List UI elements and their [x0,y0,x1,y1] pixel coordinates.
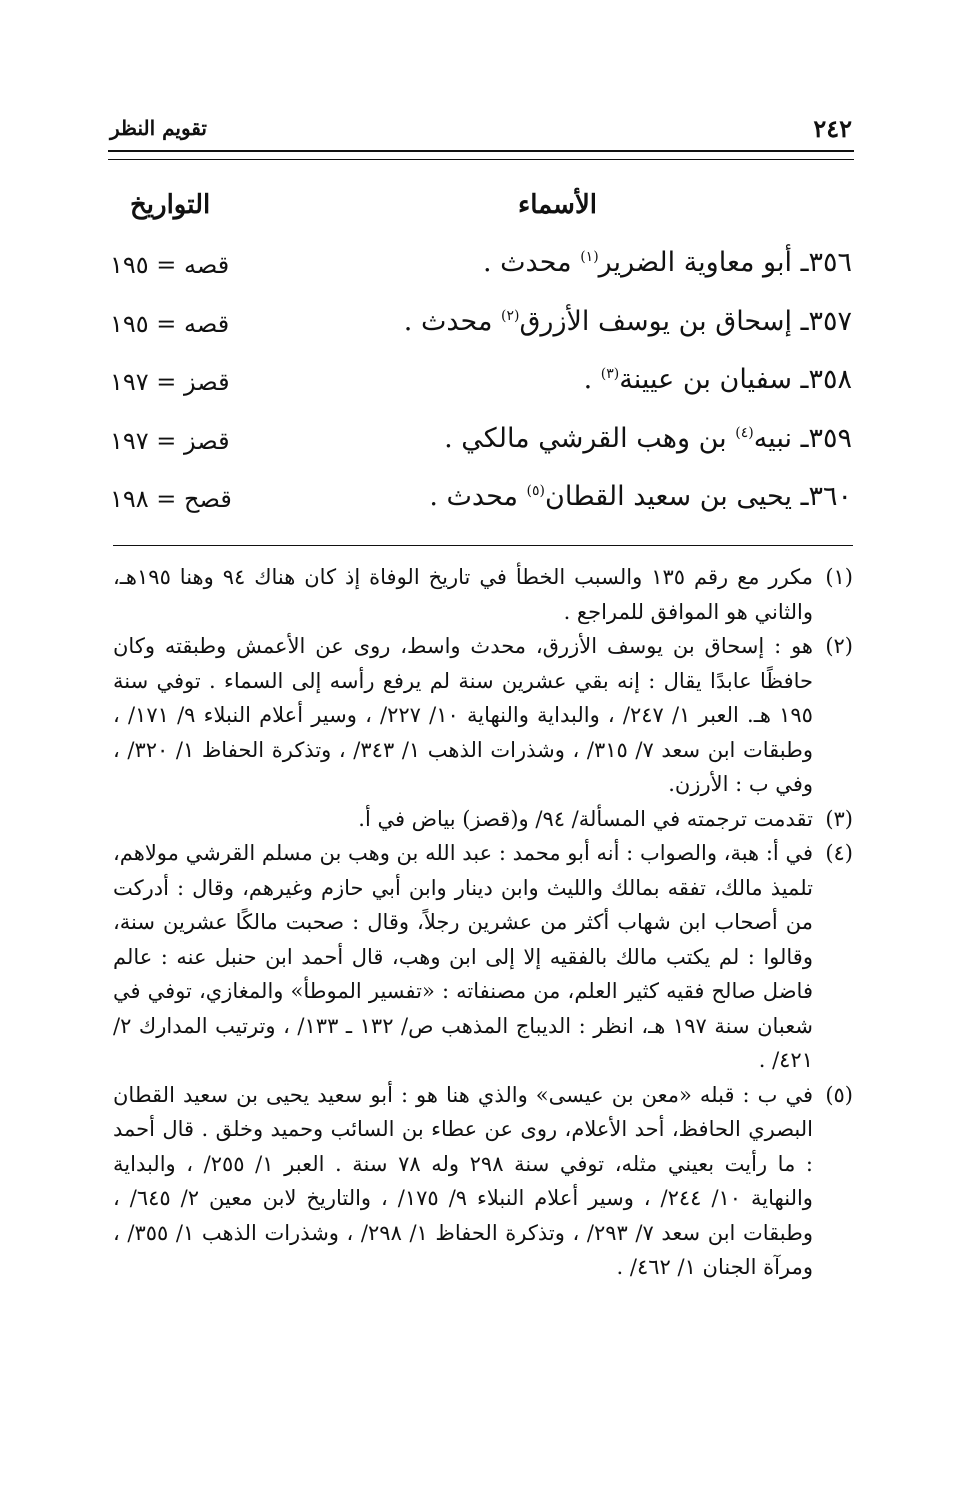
page-number: ٢٤٢ [813,114,852,143]
footnote-1 [113,560,853,629]
entry-357 [110,306,852,365]
entry-date: قصح = ١٩٨ [110,485,232,513]
page-header [110,110,852,150]
entry-name: ٣٥٧ـ إسحاق بن يوسف الأزرق$^{(٢)}$ محدث . [403,305,852,337]
footnote-5 [113,1078,853,1285]
footnote-number: (١) [825,565,853,589]
entry-359 [110,423,852,482]
column-headings [110,190,852,226]
dates-heading: التواريخ [130,190,211,220]
entries-list [110,247,852,540]
entry-356 [110,247,852,306]
footnote-ref: (٤) [735,424,754,441]
entry-date: قصه = ١٩٥ [110,251,230,279]
header-double-rule [108,150,854,160]
footnote-text: في ب : قبله «معن بن عيسى» والذي هنا هو : أبو سعيد يحيى بن سعيد القطان البصري الحافظ، أحد الأعلام، روى عن عطاء بن السائب وحميد وخلق . قال أحمد : ما رأيت بعيني مثله، توفي سنة ٢٩٨ وله ٧٨ سنة . العبر ١/ ٢٥٥/ ، والبداية والنهاية ١٠/ ٢٤٤/ ، وسير أعلام النبلاء ٩/ ١٧٥/ ، والتاريخ لابن معين ٢/ ٦٤٥/ ، وطبقات ابن سعد ٧/ ٢٩٣/ ، وتذكرة الحفاظ ١/ ٢٩٨/ ، وشذرات الذهب ١/ ٣٥٥/ ، ومرآة الجنان ١/ ٤٦٢/ . [113,1082,813,1279]
footnote-ref: (٢) [501,307,520,324]
footnote-text: هو : إسحاق بن يوسف الأزرق، محدث واسط، روى عن الأعمش وطبقته وكان حافظًا عابدًا يقال : إنه بقي عشرين سنة لم يرفع رأسه إلى السماء . توفي سنة ١٩٥ هـ. العبر ١/ ٢٤٧/ ، والبداية والنهاية ١٠/ ٢٢٧/ ، وسير أعلام النبلاء ٩/ ١٧١/ ، وطبقات ابن سعد ٧/ ٣١٥/ ، وشذرات الذهب ١/ ٣٤٣/ ، وتذكرة الحفاظ ١/ ٣٢٠/ ، وفي ب : الأرزن. [113,634,813,796]
footnote-number: (٣) [825,806,853,831]
footnote-2 [113,629,853,802]
footnote-ref: (١) [580,249,599,265]
footnote-ref: (٥) [526,483,546,499]
footnote-text: تقدمت ترجمته في المسألة/ ٩٤/ و(قصز) بياض في أ. [358,806,813,831]
entry-360 [110,481,852,540]
entry-date: قصه = ١٩٥ [110,309,230,338]
entry-name: ٣٥٦ـ أبو معاوية الضرير$^{(١)}$ محدث . [482,247,852,278]
footnote-separator [113,545,853,546]
names-heading: الأسماء [517,190,597,220]
footnote-text: مكرر مع رقم ١٣٥ والسبب الخطأ في تاريخ الوفاة إذ كان هناك ٩٤ وهنا ١٩٥هـ، والثاني هو الموافق للمراجع . [113,565,814,624]
footnote-text: في أ: هبة، والصواب : أنه أبو محمد : عبد الله بن وهب بن مسلم القرشي مولاهم، تلميذ مالك، تفقه بمالك والليث وابن دينار وابن أبي حازم وغيرهم، وقال : أدركت من أصحاب ابن شهاب أكثر من عشرين رجلاً، وقال : صحبت مالكًا عشرين سنة، وقالوا : لم يكتب مالك بالفقيه إلا إلى ابن وهب، قال أحمد ابن حنبل عنه : عالم فاضل صالح فقيه كثير العلم، من مصنفاته : «تفسير الموطأ» والمغازي، توفي في شعبان سنة ١٩٧ هـ، انظر : الديباج المذهب ص/ ١٣٢ ـ ١٣٣/ ، وترتيب المدارك ٢/ ٤٢١/ . [113,841,813,1072]
footnote-4 [113,836,853,1078]
footnote-number: (٥) [825,1082,853,1107]
running-title: تقويم النظر [110,116,207,140]
footnote-number: (٢) [825,634,853,658]
entry-name: ٣٥٨ـ سفيان بن عيينة$^{(٣)}$ . [583,364,852,395]
entry-name: ٣٥٩ـ نبيه$^{(٤)}$ بن وهب القرشي مالكي . [444,422,852,454]
entry-date: قصز = ١٩٧ [110,368,230,396]
footnote-ref: (٣) [600,366,620,382]
entry-358 [110,364,852,423]
footnote-number: (٤) [825,841,853,865]
footnote-3 [113,802,853,837]
entry-name: ٣٦٠ـ يحيى بن سعيد القطان$^{(٥)}$ محدث . [429,481,852,512]
entry-date: قصز = ١٩٧ [110,426,230,455]
footnotes [113,560,853,1285]
